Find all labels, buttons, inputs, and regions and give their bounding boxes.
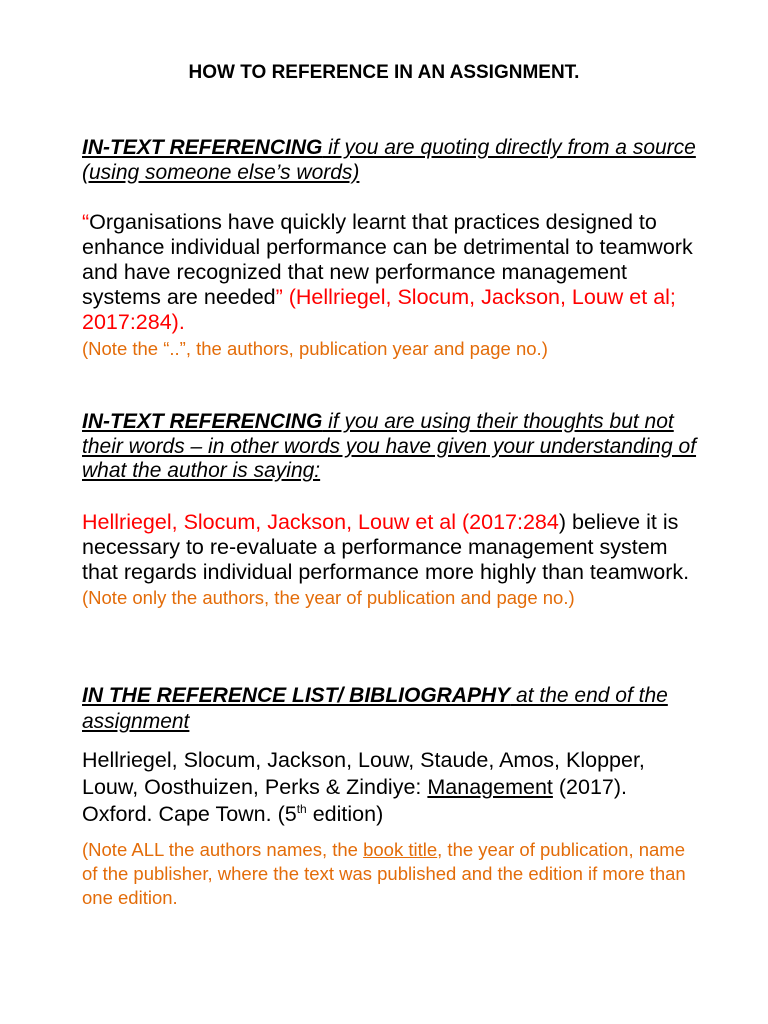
quote-text: Organisations have quickly learnt that practices designed to enhance individual performance can be detrimental to teamwork and have recognized that new performance management systems are needed <box>82 210 693 309</box>
heading-italic: if you are using their thoughts but not their words – in other words you have given your understanding of what the author is saying: <box>82 410 697 483</box>
note-text: (Note only the authors, the year of publication and page no.) <box>82 587 575 608</box>
heading-italic: at the end of the assignment <box>82 684 668 733</box>
publication-details: (2017). Oxford. Cape Town. (5 <box>82 775 627 826</box>
paraphrase-text: believe it is necessary to re-evaluate a performance management system that regards individual performance more highly than teamwork. <box>82 510 690 584</box>
heading-bold: IN-TEXT REFERENCING <box>82 136 323 159</box>
heading-italic: if you are quoting directly from a source (using someone else’s words) <box>82 136 696 184</box>
quote-citation: ” (Hellriegel, Slocum, Jackson, Louw et al; 2017:284). <box>82 285 676 334</box>
section-heading <box>82 410 702 484</box>
note-text: (Note ALL the authors names, the book title, the year of publication, name of the publisher, where the text was published and the edition if more than one edition. <box>82 839 686 908</box>
book-title: Management <box>427 775 553 799</box>
note-text: (Note the “..”, the authors, publication year and page no.) <box>82 338 548 359</box>
quote-paragraph <box>82 210 702 361</box>
heading-bold: IN THE REFERENCE LIST/ BIBLIOGRAPHY <box>82 684 511 707</box>
section-heading <box>82 136 702 185</box>
paraphrase-paragraph <box>82 510 702 610</box>
bibliography-entry <box>82 747 702 910</box>
section-direct-quote <box>82 136 702 185</box>
section-bibliography <box>82 683 702 735</box>
section-heading <box>82 683 702 735</box>
close-paren: ) <box>558 510 567 534</box>
edition-superscript: th <box>296 801 307 816</box>
section-paraphrase <box>82 410 702 484</box>
bibliography-authors: Hellriegel, Slocum, Jackson, Louw, Staude, Amos, Klopper, Louw, Oosthuizen, Perks & Zindiye: <box>82 748 645 799</box>
open-quote: “ <box>82 210 90 234</box>
edition-text: edition) <box>306 802 384 826</box>
heading-bold: IN-TEXT REFERENCING <box>82 410 323 433</box>
page-title: HOW TO REFERENCE IN AN ASSIGNMENT. <box>188 62 580 83</box>
note-book-title: book title <box>363 839 438 860</box>
paraphrase-citation: Hellriegel, Slocum, Jackson, Louw et al (2017:284 <box>82 510 559 534</box>
